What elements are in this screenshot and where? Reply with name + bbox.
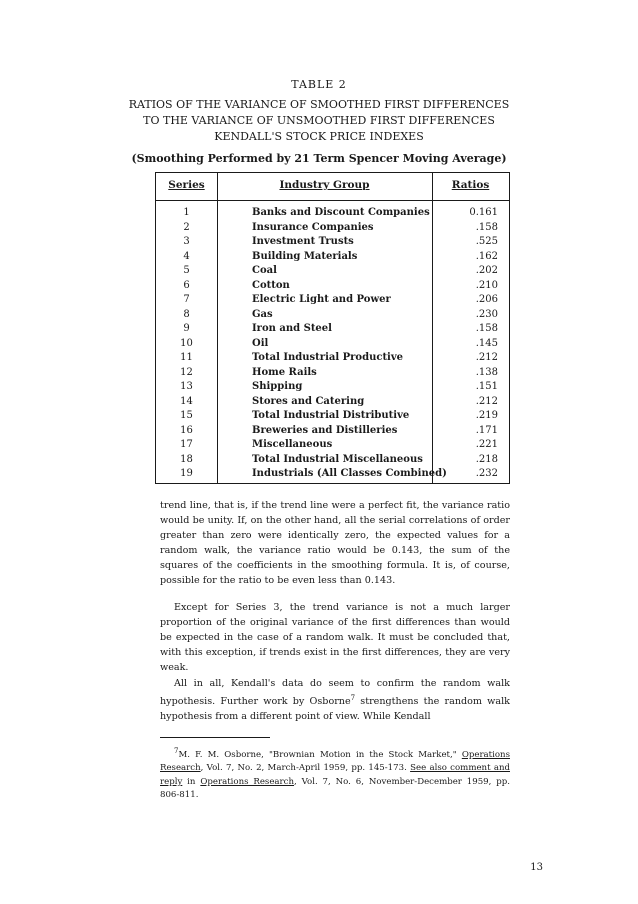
table-row: [156, 279, 509, 294]
series-number: 7: [183, 294, 190, 305]
table-label: TABLE 2: [291, 78, 347, 91]
series-number: 8: [183, 308, 190, 320]
header-industry-group: Industry Group: [279, 179, 370, 191]
variance-ratio: .221: [475, 439, 498, 450]
variance-ratio: .230: [475, 308, 498, 320]
industry-group: Total Industrial Productive: [252, 352, 404, 363]
series-number: 13: [180, 381, 193, 392]
variance-ratio: .219: [475, 410, 498, 421]
industry-group: Building Materials: [252, 250, 358, 262]
variance-ratio: .218: [475, 453, 498, 465]
variance-ratio: .171: [475, 424, 498, 436]
variance-ratio: .202: [475, 265, 498, 276]
table-body: [156, 206, 509, 482]
table-row: [156, 351, 509, 366]
industry-group: Home Rails: [252, 366, 317, 378]
series-number: 15: [180, 410, 193, 421]
footnote-rule: [160, 737, 270, 738]
table-row: [156, 264, 509, 279]
industry-group: Industrials (All Classes Combined): [252, 468, 447, 479]
table-row: [156, 424, 509, 439]
industry-group: Electric Light and Power: [252, 294, 391, 305]
series-number: 1: [183, 207, 190, 218]
table-row: [156, 366, 509, 381]
header-series: Series: [168, 179, 205, 191]
series-number: 12: [180, 366, 193, 378]
footnote-see-also: See also comment and reply: [160, 763, 510, 787]
industry-group: Cotton: [252, 279, 290, 291]
header-divider: [156, 200, 509, 201]
ratios-table: [155, 172, 510, 484]
variance-ratio: .212: [475, 395, 498, 407]
variance-ratio: .525: [475, 236, 498, 247]
industry-group: Gas: [252, 308, 273, 320]
industry-group: Coal: [252, 265, 277, 276]
industry-group: Oil: [252, 337, 269, 349]
table-row: [156, 308, 509, 323]
series-number: 5: [183, 265, 190, 276]
paragraph-1: [160, 498, 510, 588]
footnote-in: in: [182, 776, 201, 787]
series-number: 11: [180, 352, 193, 363]
footnote-details-1: , Vol. 7, No. 2, March-April 1959, pp. 145-173.: [200, 763, 411, 774]
variance-ratio: .138: [475, 366, 498, 378]
table-row: [156, 438, 509, 453]
industry-group: Breweries and Distilleries: [252, 424, 398, 436]
series-number: 14: [180, 395, 193, 407]
variance-ratio: 0.161: [469, 207, 498, 218]
variance-ratio: .158: [475, 221, 498, 233]
industry-group: Total Industrial Distributive: [252, 410, 410, 421]
variance-ratio: .210: [475, 279, 498, 291]
table-row: [156, 235, 509, 250]
table-row: [156, 293, 509, 308]
series-number: 9: [183, 323, 190, 334]
table-row: [156, 250, 509, 265]
industry-group: Miscellaneous: [252, 439, 333, 450]
header-ratios: Ratios: [451, 179, 490, 191]
footnote: [160, 745, 510, 803]
industry-group: Iron and Steel: [252, 323, 332, 334]
table-row: [156, 322, 509, 337]
table-title-line-2: TO THE VARIANCE OF UNSMOOTHED FIRST DIFFERENCES: [143, 114, 495, 127]
variance-ratio: .232: [475, 468, 498, 479]
series-number: 19: [180, 468, 193, 479]
series-number: 10: [180, 337, 193, 349]
footnote-author: M. F. M. Osborne, "Brownian Motion in the Stock Market,": [178, 749, 462, 760]
variance-ratio: .162: [475, 250, 498, 262]
page-number: 13: [530, 862, 543, 873]
series-number: 4: [183, 250, 190, 262]
paragraph-3-text: [160, 676, 510, 724]
industry-group: Total Industrial Miscellaneous: [252, 453, 423, 465]
table-row: [156, 467, 509, 482]
table-title-line-3: KENDALL'S STOCK PRICE INDEXES: [214, 130, 424, 143]
footnote-journal-1: Operations Research: [160, 749, 510, 774]
variance-ratio: .158: [475, 323, 498, 334]
table-row: [156, 337, 509, 352]
footnote-marker: 7: [174, 747, 179, 755]
industry-group: Shipping: [252, 381, 303, 392]
variance-ratio: .206: [475, 294, 498, 305]
paragraph-2: [160, 600, 510, 675]
series-number: 2: [183, 221, 190, 233]
series-number: 16: [180, 424, 193, 436]
table-row: [156, 395, 509, 410]
table-subtitle: (Smoothing Performed by 21 Term Spencer Moving Average): [131, 152, 507, 165]
series-number: 6: [183, 279, 190, 291]
series-number: 17: [180, 439, 193, 450]
table-row: [156, 206, 509, 221]
table-row: [156, 221, 509, 236]
series-number: 18: [180, 453, 193, 465]
paragraph-3-end: strengthens the random walk hypothesis from a different point of view. While Kendall: [160, 696, 510, 723]
industry-group: Stores and Catering: [252, 395, 365, 407]
industry-group: Investment Trusts: [252, 236, 354, 247]
table-row: [156, 380, 509, 395]
footnote-details-2: , Vol. 7, No. 6, November-December 1959, pp. 806-811.: [160, 776, 510, 801]
paragraph-1-text: trend line, that is, if the trend line were a perfect fit, the variance ratio would be unity. If, on the other hand, all the serial correlations of order greater than zero were identically zero, the expected values for a random walk, the variance ratio would be 0.143, the sum of the squares of the coefficients in the smoothing formula. It is, of course, possible for the ratio to be even less than 0.143.: [160, 500, 510, 586]
variance-ratio: .151: [475, 381, 498, 392]
footnote-journal-2: Operations Research: [200, 776, 295, 787]
footnote-reference: 7: [350, 694, 356, 702]
table-row: [156, 409, 509, 424]
industry-group: Banks and Discount Companies: [252, 207, 430, 218]
table-title-line-1: RATIOS OF THE VARIANCE OF SMOOTHED FIRST DIFFERENCES: [128, 98, 510, 111]
variance-ratio: .212: [475, 352, 498, 363]
series-number: 3: [183, 236, 190, 247]
paragraph-2-text: Except for Series 3, the trend variance is not a much larger proportion of the original variance of the first differences than would be expected in the case of a random walk. It must be concluded that, with this exception, if trends exist in the first differences, they are very weak.: [160, 602, 510, 673]
paragraph-3: [160, 676, 510, 724]
paragraph-3-start: All in all, Kendall's data do seem to confirm the random walk hypothesis. Further work by Osborne: [160, 678, 510, 708]
table-row: [156, 453, 509, 468]
variance-ratio: .145: [475, 337, 498, 349]
industry-group: Insurance Companies: [252, 221, 374, 233]
